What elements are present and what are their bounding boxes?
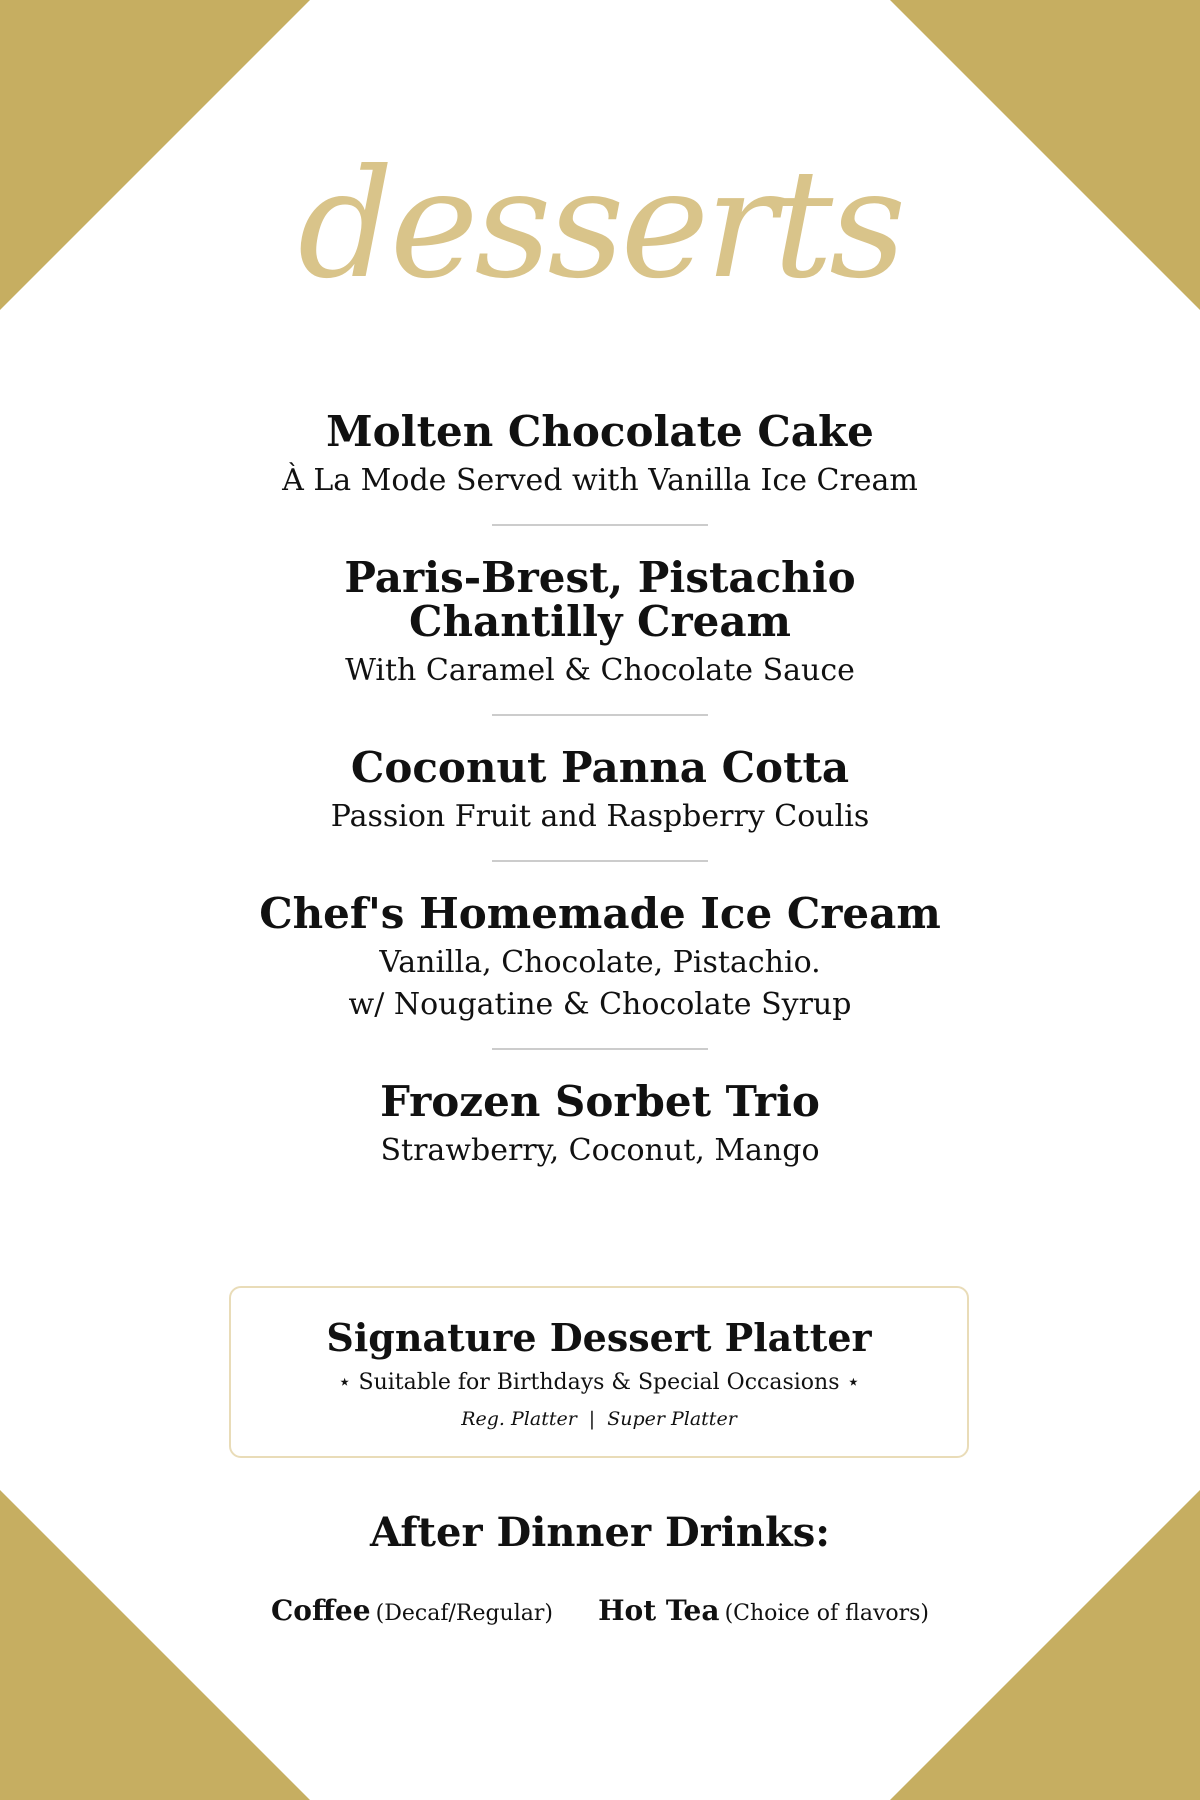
drink-note: (Decaf/Regular) bbox=[375, 1601, 553, 1626]
item-name: Molten Chocolate Cake bbox=[326, 407, 874, 456]
platter-option-separator: | bbox=[588, 1408, 596, 1430]
drink-tea bbox=[598, 1594, 929, 1627]
platter-option-regular: Reg. Platter bbox=[461, 1408, 577, 1430]
item-name: Frozen Sorbet Trio bbox=[380, 1077, 820, 1126]
menu-item bbox=[0, 407, 1200, 502]
platter-subtitle: ⋆ Suitable for Birthdays & Special Occasions ⋆ bbox=[337, 1370, 861, 1395]
item-description: Strawberry, Coconut, Mango bbox=[380, 1133, 820, 1168]
item-name: Coconut Panna Cotta bbox=[350, 743, 850, 792]
menu-item bbox=[0, 1077, 1200, 1172]
platter-options bbox=[231, 1406, 967, 1432]
drink-name: Hot Tea bbox=[598, 1594, 720, 1627]
divider bbox=[492, 1048, 708, 1050]
drinks-title: After Dinner Drinks: bbox=[370, 1509, 830, 1556]
menu-item bbox=[0, 743, 1200, 838]
divider bbox=[492, 860, 708, 862]
drink-coffee bbox=[271, 1594, 553, 1627]
menu-item bbox=[0, 889, 1200, 1026]
divider bbox=[492, 714, 708, 716]
menu-item bbox=[0, 553, 1200, 692]
drinks-list bbox=[0, 1594, 1200, 1627]
platter-title: Signature Dessert Platter bbox=[326, 1315, 872, 1360]
dessert-list bbox=[0, 407, 1200, 1172]
item-description: À La Mode Served with Vanilla Ice Cream bbox=[282, 463, 918, 498]
platter-option-super: Super Platter bbox=[607, 1408, 737, 1430]
drink-name: Coffee bbox=[270, 1594, 371, 1627]
menu-title: desserts bbox=[297, 138, 903, 312]
drink-note: (Choice of flavors) bbox=[724, 1601, 930, 1626]
item-name: Chef's Homemade Ice Cream bbox=[259, 889, 941, 938]
item-description: Passion Fruit and Raspberry Coulis bbox=[330, 799, 870, 834]
item-name: Paris-Brest, Pistachio bbox=[344, 553, 856, 602]
item-name: Chantilly Cream bbox=[409, 597, 791, 646]
item-description: Vanilla, Chocolate, Pistachio. bbox=[379, 945, 821, 980]
item-description: w/ Nougatine & Chocolate Syrup bbox=[348, 987, 852, 1022]
signature-platter-box bbox=[229, 1286, 969, 1458]
divider bbox=[492, 524, 708, 526]
item-description: With Caramel & Chocolate Sauce bbox=[345, 653, 855, 688]
